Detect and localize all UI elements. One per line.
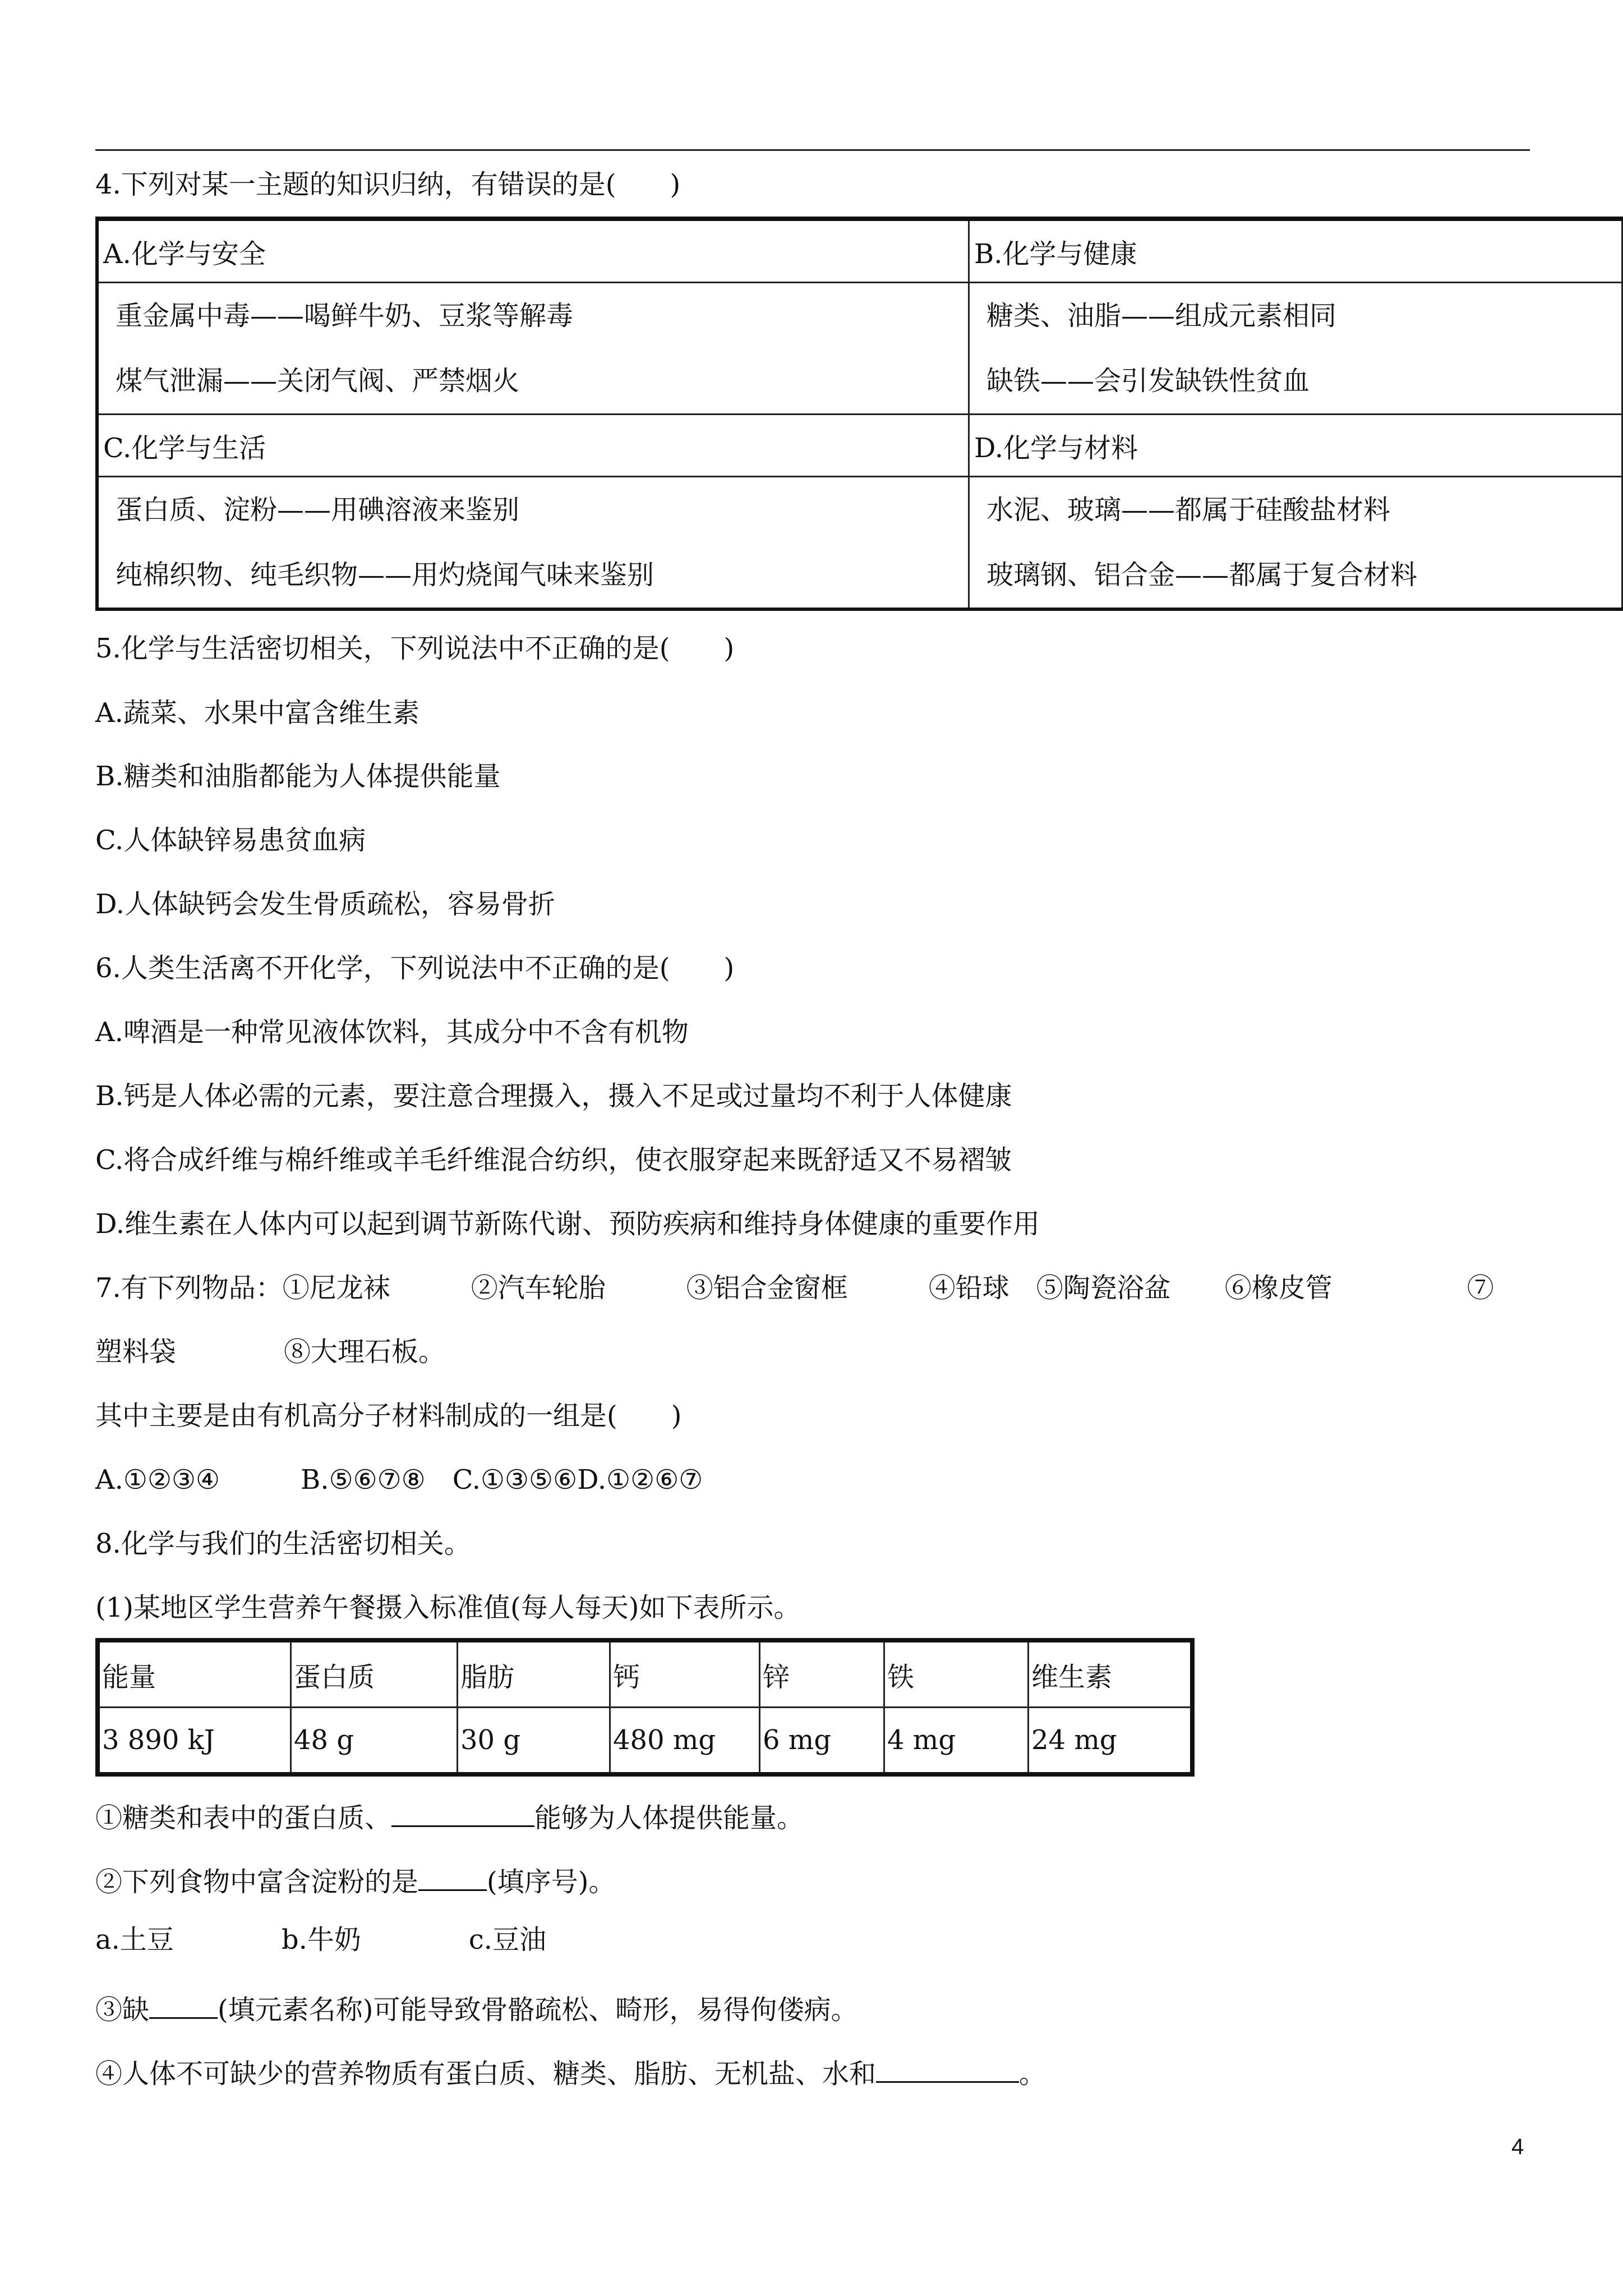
q8-s1-text-post: 能够为人体提供能量。 xyxy=(534,1802,804,1834)
nutrition-value-cell: 4 mg xyxy=(884,1708,1029,1775)
q4-option-a-line: 重金属中毒——喝鲜牛奶、豆浆等解毒 xyxy=(116,300,574,332)
nutrition-value-cell: 30 g xyxy=(458,1708,610,1775)
q7-items-line-1: 7.有下列物品：①尼龙袜 ②汽车轮胎 ③铝合金窗框 ④铅球 ⑤陶瓷浴盆 ⑥橡皮管 ⑦ xyxy=(95,1272,1494,1304)
q4-option-d-line: 水泥、玻璃——都属于硅酸盐材料 xyxy=(986,494,1391,526)
q4-option-d-title: D.化学与材料 xyxy=(969,415,1622,477)
q8-stem: 8.化学与我们的生活密切相关。 xyxy=(95,1528,471,1559)
answer-blank[interactable] xyxy=(418,1862,487,1891)
page-number: 4 xyxy=(1511,2134,1524,2159)
q4-option-d-body xyxy=(969,477,1622,610)
nutrition-header-cell: 钙 xyxy=(610,1640,760,1708)
q4-option-b-title: B.化学与健康 xyxy=(969,219,1622,283)
header-rule xyxy=(95,149,1530,151)
q4-option-c-body xyxy=(97,477,969,610)
q4-stem: 4.下列对某一主题的知识归纳，有错误的是( ) xyxy=(95,169,681,200)
nutrition-header-cell: 铁 xyxy=(884,1640,1029,1708)
q8-s4-text-post: 。 xyxy=(1019,2058,1046,2090)
q5-option-d: D.人体缺钙会发生骨质疏松，容易骨折 xyxy=(95,889,556,920)
q8-s4-text-pre: ④人体不可缺少的营养物质有蛋白质、糖类、脂肪、无机盐、水和 xyxy=(95,2058,877,2090)
nutrition-header-cell: 锌 xyxy=(760,1640,884,1708)
nutrition-table xyxy=(95,1638,1195,1777)
nutrition-value-cell: 3 890 kJ xyxy=(98,1708,291,1775)
q5-option-a: A.蔬菜、水果中富含维生素 xyxy=(95,697,419,729)
q5-option-b: B.糖类和油脂都能为人体提供能量 xyxy=(95,761,501,792)
nutrition-header-cell: 维生素 xyxy=(1029,1640,1193,1708)
q4-option-b-line: 糖类、油脂——组成元素相同 xyxy=(986,300,1337,332)
q6-option-d: D.维生素在人体内可以起到调节新陈代谢、预防疾病和维持身体健康的重要作用 xyxy=(95,1208,1040,1240)
q4-option-c-line: 蛋白质、淀粉——用碘溶液来鉴别 xyxy=(116,494,520,526)
answer-blank[interactable] xyxy=(149,1990,218,2019)
q7-question: 其中主要是由有机高分子材料制成的一组是( ) xyxy=(95,1400,682,1432)
q6-option-b: B.钙是人体必需的元素，要注意合理摄入，摄入不足或过量均不利于人体健康 xyxy=(95,1080,1012,1112)
q4-option-b-line: 缺铁——会引发缺铁性贫血 xyxy=(986,365,1310,397)
q8-s2-text-post: (填序号)。 xyxy=(487,1866,616,1898)
nutrition-value-cell: 6 mg xyxy=(760,1708,884,1775)
q8-s3-text-pre: ③缺 xyxy=(95,1994,150,2026)
nutrition-header-cell: 脂肪 xyxy=(458,1640,610,1708)
q4-option-a-line: 煤气泄漏——关闭气阀、严禁烟火 xyxy=(116,365,520,397)
q8-sub1-item3 xyxy=(95,1990,858,2026)
q8-sub1: (1)某地区学生营养午餐摄入标准值(每人每天)如下表所示。 xyxy=(95,1592,801,1623)
answer-blank[interactable] xyxy=(876,2054,1019,2083)
answer-blank[interactable] xyxy=(391,1798,534,1827)
nutrition-value-cell: 480 mg xyxy=(610,1708,760,1775)
q7-options: A.①②③④ B.⑤⑥⑦⑧ C.①③⑤⑥D.①②⑥⑦ xyxy=(95,1464,703,1496)
nutrition-value-cell: 48 g xyxy=(291,1708,458,1775)
q4-option-a-title: A.化学与安全 xyxy=(97,219,969,283)
q8-sub1-item1 xyxy=(95,1798,804,1832)
q8-sub1-item2 xyxy=(95,1862,616,1898)
nutrition-header-cell: 能量 xyxy=(98,1640,291,1708)
q4-option-c-title: C.化学与生活 xyxy=(97,415,969,477)
q4-option-c-line: 纯棉织物、纯毛织物——用灼烧闻气味来鉴别 xyxy=(116,559,654,591)
q4-option-b-body xyxy=(969,283,1622,415)
q8-s1-text-pre: ①糖类和表中的蛋白质、 xyxy=(95,1802,392,1834)
q8-sub1-item4 xyxy=(95,2054,1046,2090)
q8-s2-text-pre: ②下列食物中富含淀粉的是 xyxy=(95,1866,419,1898)
q6-option-c: C.将合成纤维与棉纤维或羊毛纤维混合纺织，使衣服穿起来既舒适又不易褶皱 xyxy=(95,1144,1012,1176)
nutrition-value-cell: 24 mg xyxy=(1029,1708,1193,1775)
nutrition-header-cell: 蛋白质 xyxy=(291,1640,458,1708)
q6-stem: 6.人类生活离不开化学，下列说法中不正确的是( ) xyxy=(95,953,735,984)
q7-items-line-2: 塑料袋 ⑧大理石板。 xyxy=(95,1336,446,1368)
q4-option-d-line: 玻璃钢、铝合金——都属于复合材料 xyxy=(986,559,1418,591)
q5-option-c: C.人体缺锌易患贫血病 xyxy=(95,825,366,856)
q8-sub1-item2-options: a.土豆 b.牛奶 c.豆油 xyxy=(95,1924,547,1955)
q4-option-a-body xyxy=(97,283,969,415)
q4-topic-table xyxy=(95,217,1623,611)
q5-stem: 5.化学与生活密切相关，下列说法中不正确的是( ) xyxy=(95,633,735,664)
q6-option-a: A.啤酒是一种常见液体饮料，其成分中不含有机物 xyxy=(95,1016,689,1048)
q8-s3-text-post: (填元素名称)可能导致骨骼疏松、畸形，易得佝偻病。 xyxy=(218,1994,858,2026)
